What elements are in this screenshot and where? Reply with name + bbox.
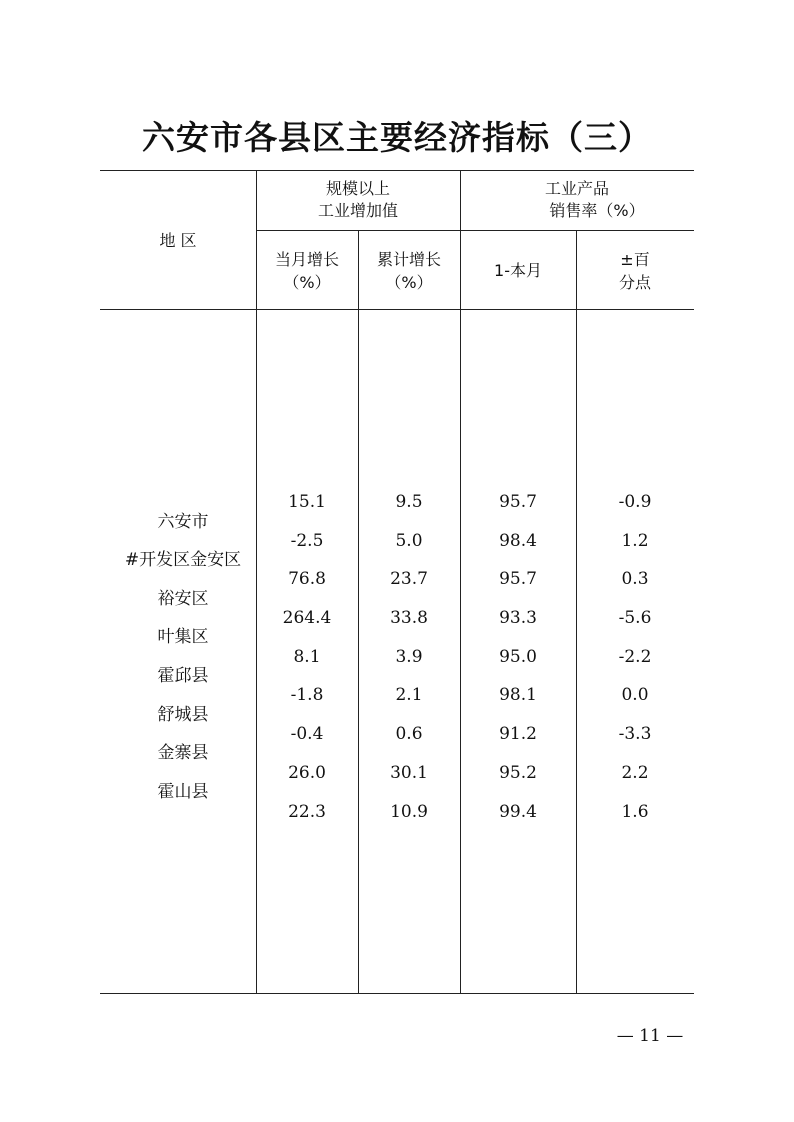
header-cumulative-growth-line1: 累计增长: [376, 250, 441, 269]
table-top-border: [100, 170, 694, 171]
cell-cumulative-growth: 3.9: [395, 647, 423, 667]
cell-cumulative-growth: 30.1: [390, 763, 428, 783]
cell-percentage-points: 0.3: [621, 569, 649, 589]
header-bottom-border: [100, 309, 694, 310]
cell-percentage-points: -0.9: [618, 492, 652, 512]
page-title: 六安市各县区主要经济指标（三）: [142, 118, 652, 157]
region-name: 裕安区: [157, 589, 209, 609]
header-region: 地 区: [159, 231, 197, 250]
cell-percentage-points: 2.2: [621, 763, 649, 783]
cell-percentage-points: -3.3: [618, 724, 652, 744]
cell-monthly-growth: 22.3: [288, 802, 326, 822]
table-bottom-border: [100, 993, 694, 994]
region-name: 霍山县: [157, 782, 209, 802]
cell-cumulative-growth: 9.5: [395, 492, 423, 512]
cell-sales-rate: 95.7: [499, 569, 537, 589]
cell-cumulative-growth: 10.9: [390, 802, 428, 822]
region-name: 叶集区: [157, 627, 209, 647]
header-group-industry-value-line2: 工业增加值: [317, 201, 398, 220]
cell-sales-rate: 95.0: [499, 647, 537, 667]
cell-monthly-growth: 8.1: [293, 647, 321, 667]
cell-cumulative-growth: 5.0: [395, 531, 423, 551]
cell-sales-rate: 95.2: [499, 763, 537, 783]
region-name: 舒城县: [157, 705, 209, 725]
cell-monthly-growth: -0.4: [290, 724, 324, 744]
cell-monthly-growth: 264.4: [282, 608, 332, 628]
cell-sales-rate: 98.4: [499, 531, 537, 551]
cell-monthly-growth: 15.1: [288, 492, 326, 512]
cell-percentage-points: -5.6: [618, 608, 652, 628]
header-monthly-growth-line1: 当月增长: [274, 250, 339, 269]
cell-percentage-points: 1.6: [621, 802, 649, 822]
cell-sales-rate: 91.2: [499, 724, 537, 744]
cell-cumulative-growth: 23.7: [390, 569, 428, 589]
header-group-divider: [256, 230, 694, 231]
header-group-sales-rate-line2: 销售率（%）: [549, 201, 645, 220]
header-year-to-date: 1-本月: [494, 261, 542, 280]
region-name: 霍邱县: [157, 666, 209, 686]
cell-cumulative-growth: 2.1: [395, 685, 423, 705]
header-percentage-points-line2: 分点: [618, 273, 651, 292]
cell-percentage-points: 1.2: [621, 531, 649, 551]
cell-sales-rate: 98.1: [499, 685, 537, 705]
cell-sales-rate: 99.4: [499, 802, 537, 822]
cell-sales-rate: 93.3: [499, 608, 537, 628]
cell-percentage-points: 0.0: [621, 685, 649, 705]
cell-percentage-points: -2.2: [618, 647, 652, 667]
page-number: — 11 —: [616, 1026, 684, 1046]
cell-monthly-growth: 76.8: [288, 569, 326, 589]
header-group-sales-rate-line1: 工业产品: [544, 179, 609, 198]
header-percentage-points-line1: ±百: [620, 250, 650, 269]
cell-cumulative-growth: 0.6: [395, 724, 423, 744]
region-name: 金寨县: [157, 743, 209, 763]
header-cumulative-growth-line2: （%）: [385, 273, 433, 292]
cell-cumulative-growth: 33.8: [390, 608, 428, 628]
cell-sales-rate: 95.7: [499, 492, 537, 512]
region-name: #开发区金安区: [124, 550, 242, 570]
cell-monthly-growth: 26.0: [288, 763, 326, 783]
cell-monthly-growth: -1.8: [290, 685, 324, 705]
header-group-industry-value-line1: 规模以上: [325, 179, 390, 198]
cell-monthly-growth: -2.5: [290, 531, 324, 551]
header-monthly-growth-line2: （%）: [283, 273, 331, 292]
region-name: 六安市: [157, 512, 209, 532]
